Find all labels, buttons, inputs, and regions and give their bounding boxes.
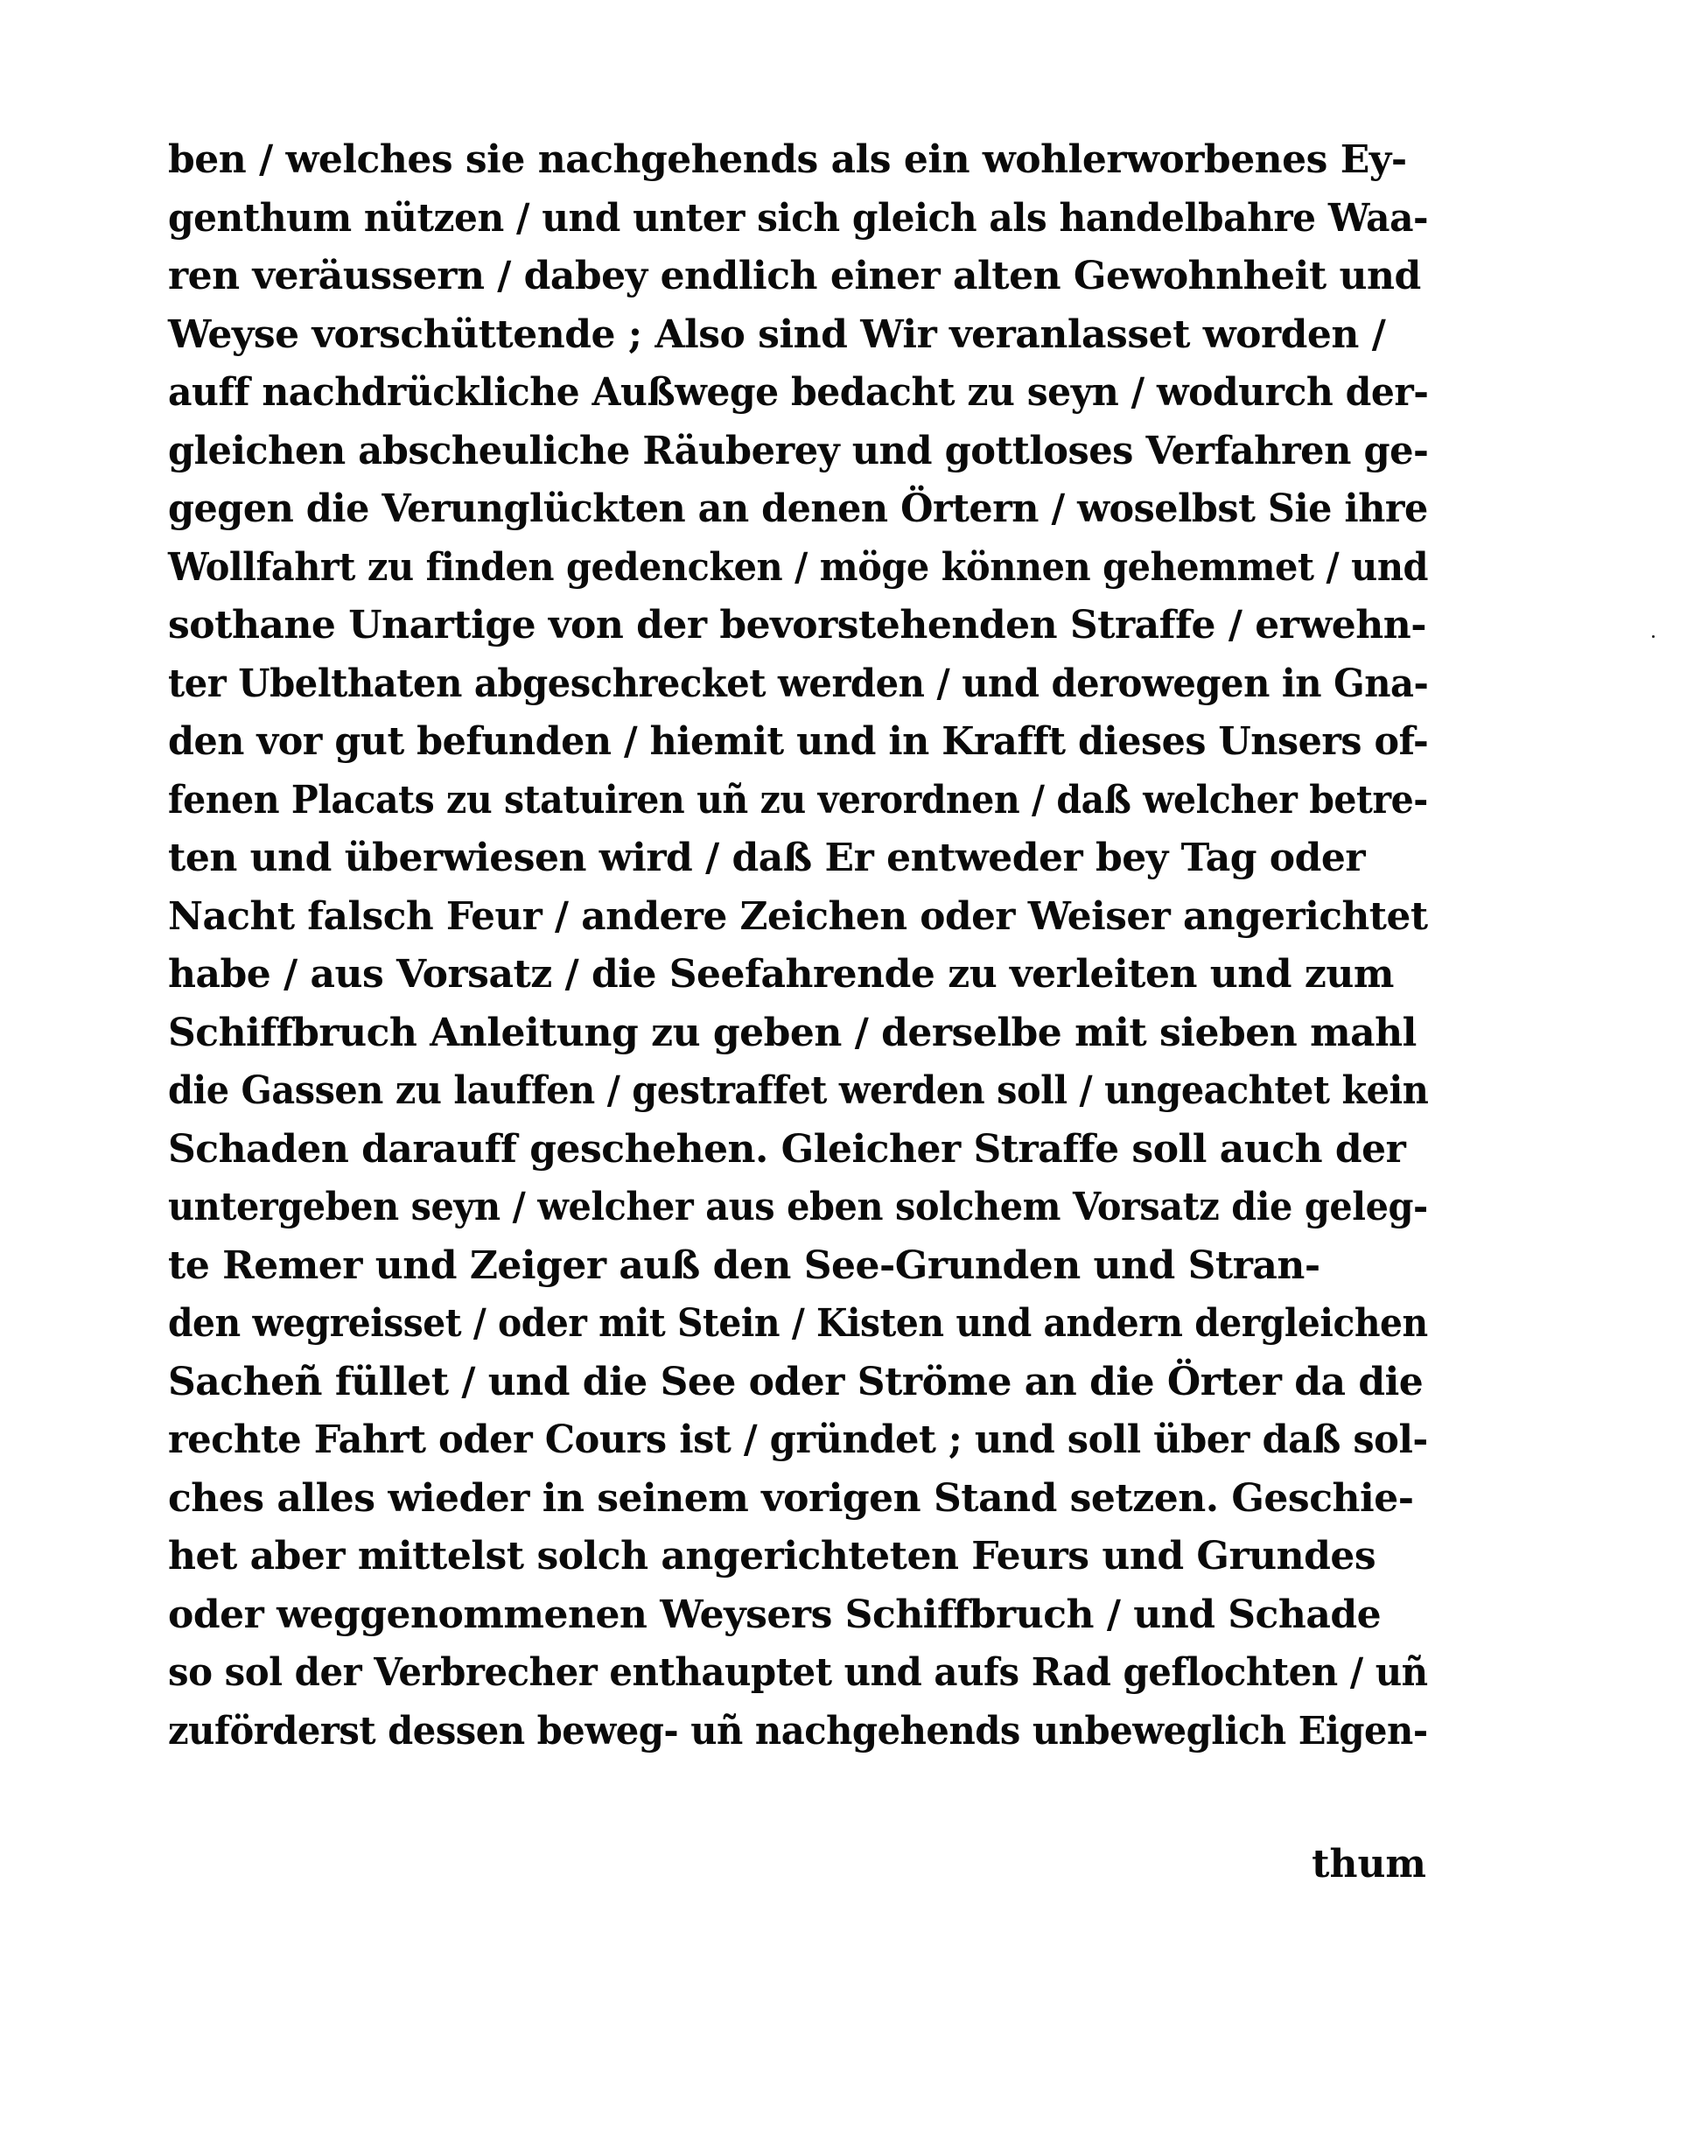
text-line-26: oder weggenommenen Weysers Schiffbruch / und Schade [168,1592,1382,1637]
text-line-23: rechte Fahrt oder Cours ist / gründet ; und soll über daß sol- [168,1418,1428,1462]
text-line-15: habe / aus Vorsatz / die Seefahrende zu verleiten und zum [168,952,1394,997]
body-text [168,131,1428,1760]
catchword: thum [1312,1842,1426,1886]
text-line-19: untergeben seyn / welcher aus eben solchem Vorsatz die geleg- [168,1185,1428,1229]
text-line-1: ben / welches sie nachgehends als ein wohlerworbenes Ey- [168,137,1407,182]
text-line-25: het aber mittelst solch angerichteten Feurs und Grundes [168,1534,1376,1578]
text-line-8: Wollfahrt zu finden gedencken / möge können gehemmet / und [168,544,1429,590]
text-line-3: ren veräussern / dabey endlich einer alten Gewohnheit und [168,254,1421,298]
text-line-7: gegen die Verunglückten an denen Örtern / woselbst Sie ihre [168,486,1428,531]
ink-speck [1652,635,1655,638]
text-line-12: fenen Placats zu statuiren uñ zu verordnen / daß welcher betre- [168,777,1428,822]
text-line-9: sothane Unartige von der bevorstehenden Straffe / erwehn- [168,603,1427,648]
text-line-20: te Remer und Zeiger auß den See-Grunden und Stran- [168,1242,1320,1288]
text-line-10: ter Ubelthaten abgeschrecket werden / und derowegen in Gna- [168,661,1429,706]
text-line-6: gleichen abscheuliche Räuberey und gottloses Verfahren ge- [168,428,1429,473]
text-line-14: Nacht falsch Feur / andere Zeichen oder Weiser angerichtet [168,893,1428,939]
text-line-16: Schiffbruch Anleitung zu geben / derselbe mit sieben mahl [168,1010,1417,1055]
text-line-11: den vor gut befunden / hiemit und in Krafft dieses Unsers of- [168,719,1429,764]
text-line-5: auff nachdrückliche Außwege bedacht zu seyn / wodurch der- [168,370,1429,415]
text-line-28: zuförderst dessen beweg- uñ nachgehends unbeweglich Eigen- [168,1708,1428,1754]
text-line-24: ches alles wieder in seinem vorigen Stand setzen. Geschie- [168,1475,1414,1521]
text-line-21: den wegreisset / oder mit Stein / Kisten und andern dergleichen [168,1301,1428,1346]
text-line-17: die Gassen zu lauffen / gestraffet werden soll / ungeachtet kein [168,1068,1429,1113]
text-line-18: Schaden darauff geschehen. Gleicher Straffe soll auch der [168,1126,1406,1172]
text-line-13: ten und überwiesen wird / daß Er entweder bey Tag oder [168,836,1366,880]
text-line-27: so sol der Verbrecher enthauptet und aufs Rad geflochten / uñ [168,1650,1428,1695]
text-line-22: Sacheñ füllet / und die See oder Ströme an die Örter da die [168,1359,1424,1404]
text-line-4: Weyse vorschüttende ; Also sind Wir veranlasset worden / [168,312,1386,357]
text-line-2: genthum nützen / und unter sich gleich als handelbahre Waa- [168,195,1429,241]
